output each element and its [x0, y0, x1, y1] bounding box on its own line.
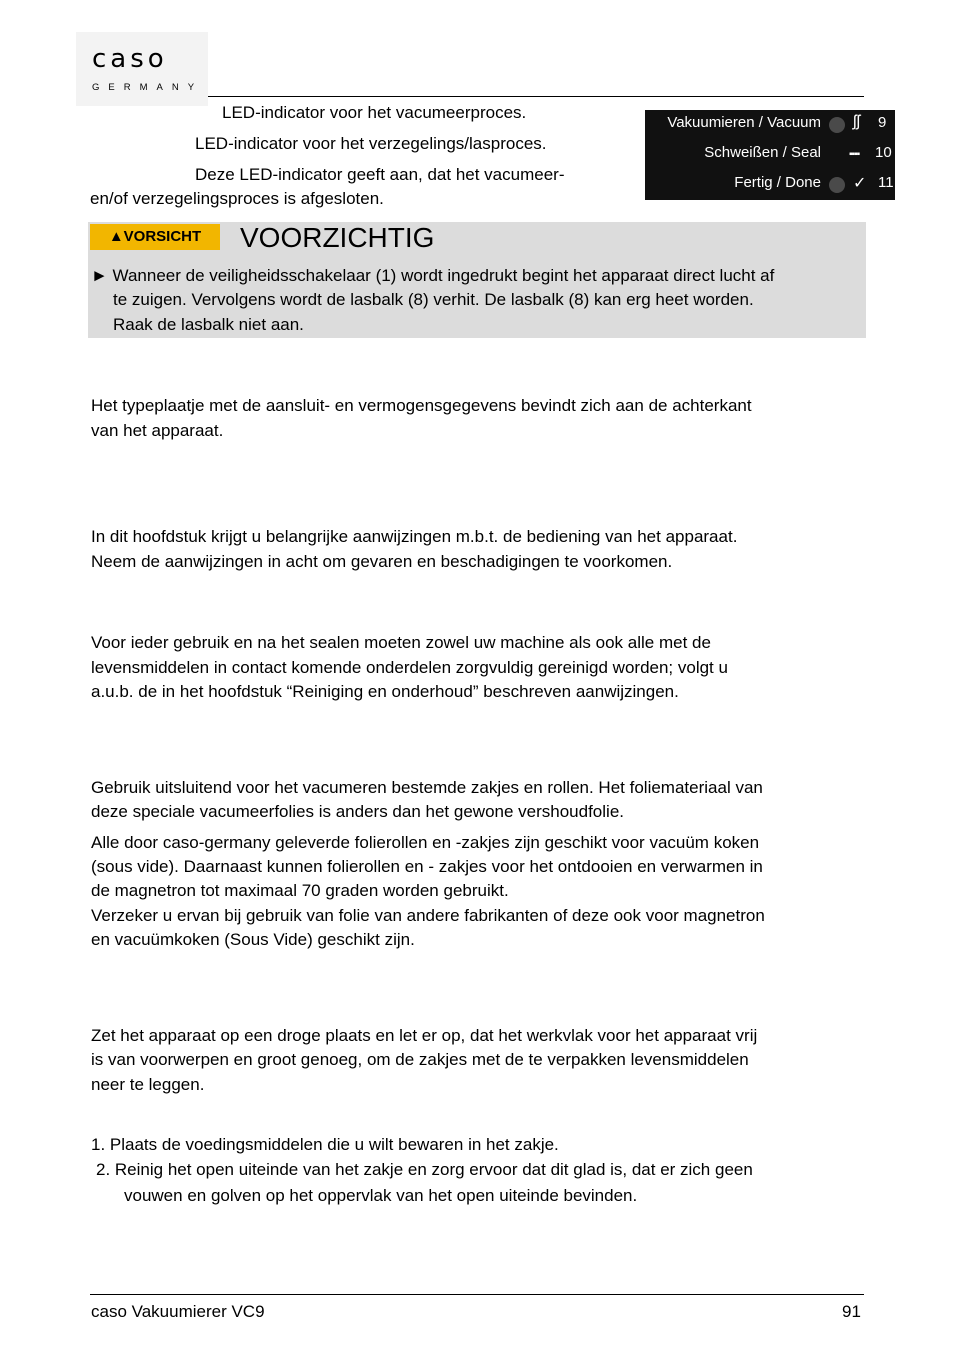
- led-label: Fertig / Done: [734, 174, 821, 191]
- page-number: 91: [842, 1302, 861, 1321]
- led-number: 10: [875, 144, 892, 161]
- placement-paragraph: is van voorwerpen en groot genoeg, om de zakjes met de te verpakken levensmiddelen: [91, 1050, 749, 1069]
- caution-text-line: ► Wanneer de veiligheidsschakelaar (1) wordt ingedrukt begint het apparaat direct lucht af: [91, 266, 775, 285]
- led-light: [829, 177, 845, 193]
- header-divider: [208, 96, 864, 97]
- chapter-paragraph: In dit hoofdstuk krijgt u belangrijke aanwijzingen m.b.t. de bediening van het apparaat.: [91, 527, 738, 546]
- footer-title: caso Vakuumierer VC9: [91, 1302, 265, 1321]
- caution-badge: ▲VORSICHT: [90, 224, 220, 250]
- led-number: 9: [878, 114, 887, 131]
- led-done-description-cont: en/of verzegelingsproces is afgesloten.: [90, 189, 384, 208]
- vacuum-icon: ʃʃ: [853, 113, 861, 130]
- step-2-cont: vouwen en golven op het oppervlak van het open uiteinde bevinden.: [124, 1186, 638, 1205]
- seal-icon: ▪▪▪▪: [849, 149, 860, 160]
- step-2: 2. Reinig het open uiteinde van het zakje en zorg ervoor dat dit glad is, dat er zich geen: [96, 1160, 753, 1179]
- led-panel: [645, 110, 895, 200]
- led-row-seal: [645, 140, 895, 170]
- footer-divider: [90, 1294, 864, 1295]
- sous-vide-paragraph: de magnetron tot maximaal 70 graden worden gebruikt.: [91, 881, 509, 900]
- led-seal-description: LED-indicator voor het verzegelings/lasproces.: [195, 134, 547, 153]
- placement-paragraph: Zet het apparaat op een droge plaats en let er op, dat het werkvlak voor het apparaat vrij: [91, 1026, 758, 1045]
- sous-vide-paragraph: Alle door caso-germany geleverde folierollen en -zakjes zijn geschikt voor vacuüm koken: [91, 833, 760, 852]
- logo-subtitle: GERMANY: [92, 82, 204, 93]
- led-number: 11: [878, 174, 894, 191]
- typeplate-paragraph: Het typeplaatje met de aansluit- en vermogensgegevens bevindt zich aan de achterkant: [91, 396, 752, 415]
- caso-logo: [76, 32, 208, 106]
- placement-paragraph: neer te leggen.: [91, 1075, 205, 1094]
- cleaning-paragraph: levensmiddelen in contact komende onderdelen zorgvuldig gereinigd worden; volgt u: [91, 658, 728, 677]
- logo-wordmark: caso: [92, 44, 168, 74]
- led-done-description: Deze LED-indicator geeft aan, dat het vacumeer-: [195, 165, 565, 184]
- sous-vide-paragraph: en vacuümkoken (Sous Vide) geschikt zijn.: [91, 930, 415, 949]
- sous-vide-paragraph: Verzeker u ervan bij gebruik van folie van andere fabrikanten of deze ook voor magnetron: [91, 906, 765, 925]
- caution-title: VOORZICHTIG: [240, 222, 435, 253]
- led-row-vacuum: [645, 110, 895, 140]
- led-label: Schweißen / Seal: [704, 144, 821, 161]
- chapter-paragraph: Neem de aanwijzingen in acht om gevaren en beschadigingen te voorkomen.: [91, 552, 673, 571]
- sous-vide-paragraph: (sous vide). Daarnaast kunnen folierollen en - zakjes voor het ontdooien en verwarmen in: [91, 857, 763, 876]
- led-vacuum-description: LED-indicator voor het vacumeerproces.: [222, 103, 527, 122]
- caution-text-line: Raak de lasbalk niet aan.: [113, 315, 304, 334]
- bags-paragraph: Gebruik uitsluitend voor het vacumeren bestemde zakjes en rollen. Het foliemateriaal van: [91, 778, 763, 797]
- led-row-done: [645, 170, 895, 200]
- typeplate-paragraph: van het apparaat.: [91, 421, 224, 440]
- led-light: [829, 117, 845, 133]
- cleaning-paragraph: a.u.b. de in het hoofdstuk “Reiniging en onderhoud” beschreven aanwijzingen.: [91, 682, 679, 701]
- step-1: 1. Plaats de voedingsmiddelen die u wilt bewaren in het zakje.: [91, 1135, 559, 1154]
- cleaning-paragraph: Voor ieder gebruik en na het sealen moeten zowel uw machine als ook alle met de: [91, 633, 711, 652]
- bags-paragraph: deze speciale vacumeerfolies is anders dan het gewone vershoudfolie.: [91, 802, 624, 821]
- led-label: Vakuumieren / Vacuum: [667, 114, 821, 131]
- caution-text-line: te zuigen. Vervolgens wordt de lasbalk (8) verhit. De lasbalk (8) kan erg heet worden.: [113, 290, 754, 309]
- checkmark-icon: ✓: [853, 175, 867, 192]
